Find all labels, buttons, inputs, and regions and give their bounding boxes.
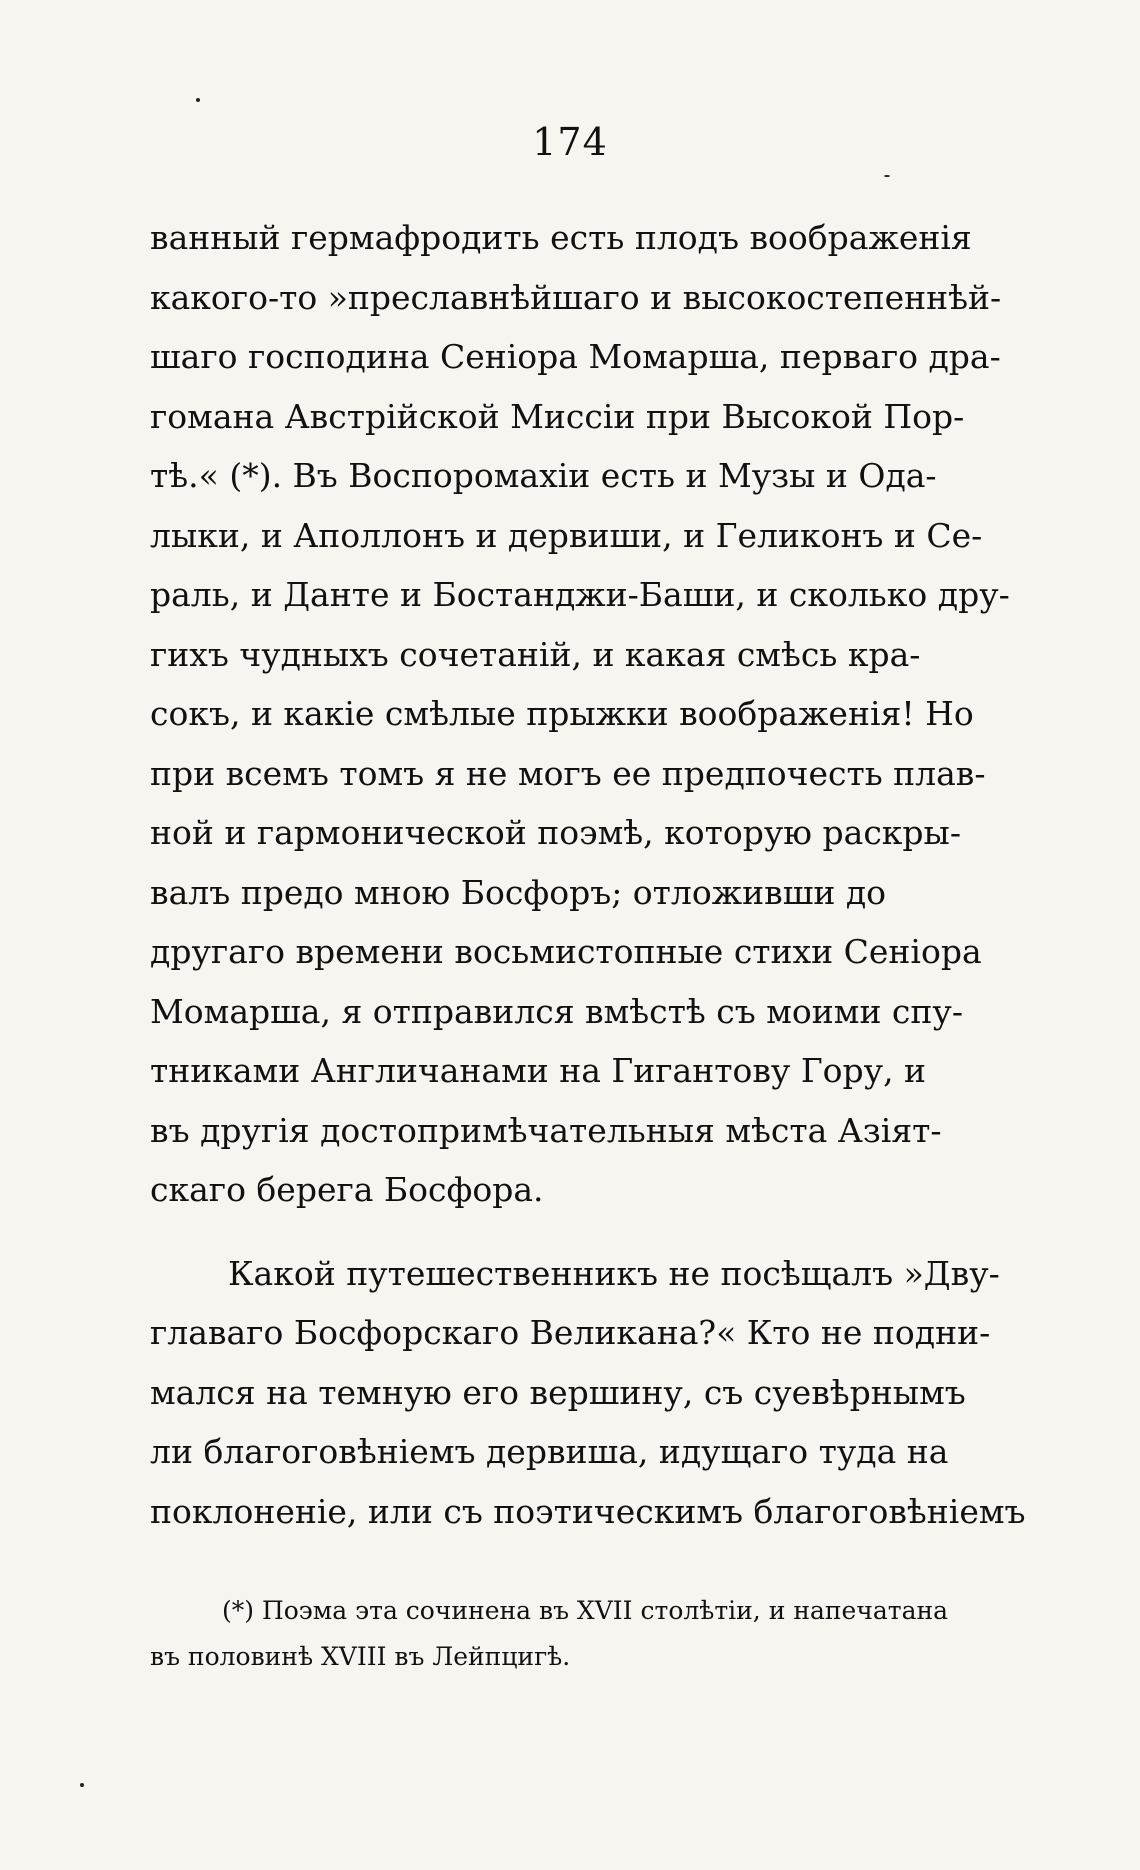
text-line: мался на темную его вершину, съ суевѣрнымъ bbox=[150, 1372, 966, 1412]
text-line: тѣ.« (*). Въ Воспоромахіи есть и Музы и Ода- bbox=[150, 456, 937, 495]
main-text bbox=[150, 208, 1050, 1541]
text-line: ной и гармонической поэмѣ, которую раскры- bbox=[150, 813, 961, 852]
footnote bbox=[150, 1588, 1030, 1680]
text-line: въ другія достопримѣчательныя мѣста Азіят- bbox=[150, 1110, 942, 1150]
text-line: раль, и Данте и Бостанджи-Баши, и сколько дру- bbox=[150, 575, 1010, 614]
text-line: лыки, и Аполлонъ и дервиши, и Геликонъ и Се- bbox=[150, 515, 983, 555]
text-line: Какой путешественникъ не посѣщалъ »Дву- bbox=[228, 1253, 1000, 1293]
text-line: шаго господина Сеніора Момарша, перваго дра- bbox=[150, 337, 1001, 376]
print-speck bbox=[196, 98, 200, 102]
text-line: какого-то »преславнѣйшаго и высокостепеннѣй- bbox=[150, 277, 1002, 317]
footnote-line: въ половинѣ XVIII въ Лейпцигѣ. bbox=[150, 1642, 571, 1671]
text-line: ли благоговѣніемъ дервиша, идущаго туда на bbox=[150, 1432, 949, 1471]
print-speck bbox=[80, 1783, 84, 1787]
footnote-line: (*) Поэма эта сочинена въ XVII столѣтіи, и напечатана bbox=[222, 1596, 949, 1625]
print-speck bbox=[884, 175, 890, 177]
text-line: Момарша, я отправился вмѣстѣ съ моими спу- bbox=[150, 991, 963, 1031]
text-line: скаго берега Босфора. bbox=[150, 1170, 544, 1209]
text-line: поклоненіе, или съ поэтическимъ благоговѣніемъ bbox=[150, 1491, 1026, 1531]
text-line: ванный гермафродить есть плодъ воображенія bbox=[150, 218, 972, 257]
text-line: сокъ, и какіе смѣлые прыжки воображенія! Но bbox=[150, 694, 974, 733]
text-line: при всемъ томъ я не могъ ее предпочесть плав- bbox=[150, 753, 986, 793]
text-line: другаго времени восьмистопные стихи Сеніора bbox=[150, 932, 982, 971]
text-line: гихъ чудныхъ сочетаній, и какая смѣсь кра- bbox=[150, 634, 921, 674]
text-line: главаго Босфорскаго Великана?« Кто не подни- bbox=[150, 1313, 991, 1352]
text-line: валъ предо мною Босфоръ; отложивши до bbox=[150, 872, 887, 912]
text-line: тниками Англичанами на Гигантову Гору, и bbox=[150, 1051, 927, 1090]
text-line: гомана Австрійской Миссіи при Высокой Пор- bbox=[150, 396, 965, 436]
paragraph-break bbox=[150, 1220, 1050, 1244]
page-number: 174 bbox=[532, 120, 608, 164]
